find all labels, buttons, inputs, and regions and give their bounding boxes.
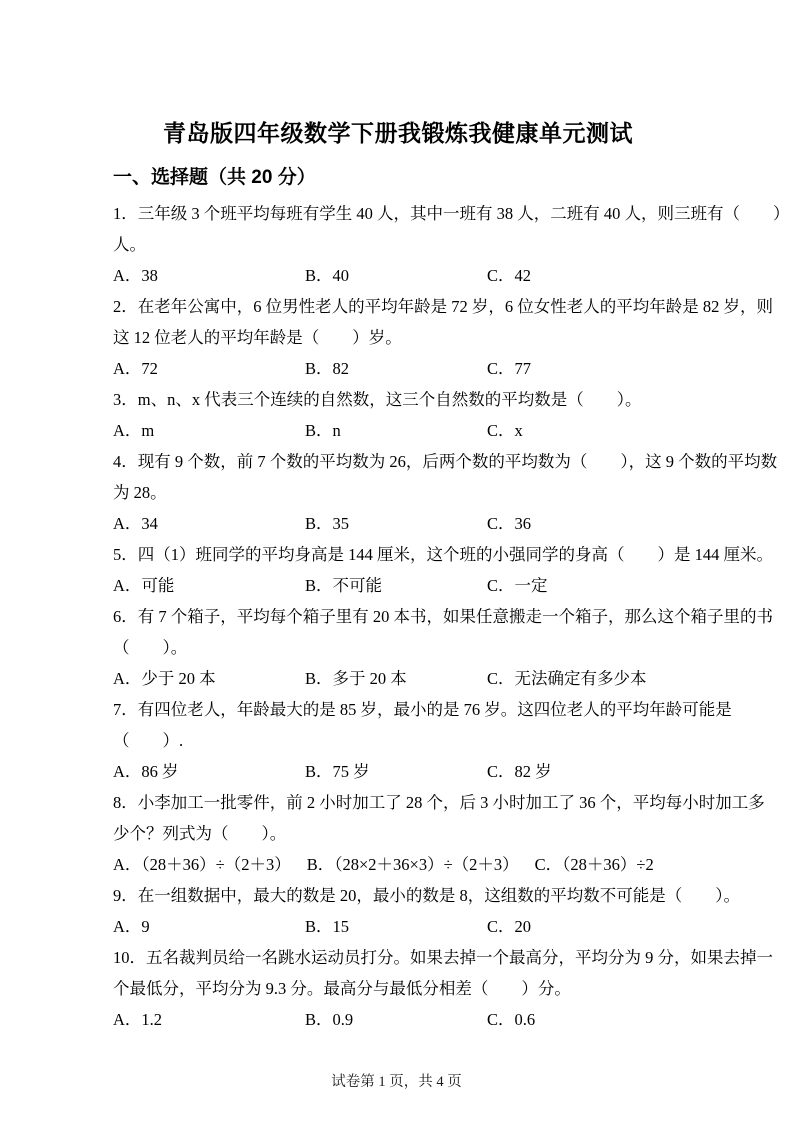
option-c: C．一定 (487, 576, 548, 595)
option-a: A．（28＋36）÷（2＋3） (113, 855, 291, 874)
option-b: B．75 岁 (305, 762, 370, 781)
option-c: C．42 (487, 266, 532, 285)
question-text-line: 少个？列式为（ ）。 (113, 824, 287, 843)
section-heading-choice: 一、选择题（共 20 分） (113, 167, 316, 188)
option-a: A．m (113, 421, 155, 440)
page-content (113, 116, 790, 1035)
options-row (113, 260, 683, 291)
option-c: C．无法确定有多少本 (487, 669, 647, 688)
options-row (113, 911, 683, 942)
option-b: B．0.9 (305, 1010, 354, 1029)
question-text-line: 个最低分，平均分为 9.3 分。最高分与最低分相差（ ）分。 (113, 979, 571, 998)
question-text-line: 3．m、n、x 代表三个连续的自然数，这三个自然数的平均数是（ ）。 (113, 390, 642, 409)
option-b: B．15 (305, 917, 350, 936)
option-c: C．77 (487, 359, 532, 378)
question-text-line: 4．现有 9 个数，前 7 个数的平均数为 26，后两个数的平均数为（ ），这 9 个数的平均数 (113, 452, 778, 471)
question-4 (113, 446, 778, 539)
option-c: C．x (487, 421, 523, 440)
question-text-line: 5．四（1）班同学的平均身高是 144 厘米，这个班的小强同学的身高（ ）是 144 厘米。 (113, 545, 773, 564)
option-c: C．（28＋36）÷2 (534, 855, 654, 874)
question-text-line: 6．有 7 个箱子，平均每个箱子里有 20 本书，如果任意搬走一个箱子，那么这个箱子里的书 (113, 607, 773, 626)
question-text-line: 10．五名裁判员给一名跳水运动员打分。如果去掉一个最高分，平均分为 9 分，如果去掉一 (113, 948, 773, 967)
options-row (113, 1004, 683, 1035)
question-text-line: 为 28。 (113, 483, 167, 502)
option-a: A．1.2 (113, 1010, 163, 1029)
question-7 (113, 694, 732, 787)
option-c: C．82 岁 (487, 762, 552, 781)
question-8 (113, 787, 765, 880)
option-c: C．20 (487, 917, 532, 936)
options-row (113, 756, 683, 787)
question-text-line: 8．小李加工一批零件，前 2 小时加工了 28 个，后 3 小时加工了 36 个，平均每小时加工多 (113, 793, 765, 812)
page-footer: 试卷第 1 页，共 4 页 (331, 1074, 462, 1090)
question-9 (113, 880, 740, 942)
option-c: C．0.6 (487, 1010, 536, 1029)
option-b: B．（28×2＋36×3）÷（2＋3） (306, 855, 519, 874)
option-a: A．38 (113, 266, 158, 285)
options-row (113, 508, 683, 539)
option-b: B．n (305, 421, 341, 440)
question-6 (113, 601, 773, 694)
question-2 (113, 291, 773, 384)
option-a: A．少于 20 本 (113, 669, 216, 688)
option-b: B．不可能 (305, 576, 383, 595)
question-text-line: 人。 (113, 235, 146, 254)
question-1 (113, 198, 790, 291)
question-5 (113, 539, 773, 601)
options-row (113, 663, 683, 694)
option-a: A．72 (113, 359, 158, 378)
question-list (113, 198, 790, 1035)
option-a: A．可能 (113, 576, 175, 595)
option-a: A．34 (113, 514, 158, 533)
option-a: A．86 岁 (113, 762, 179, 781)
question-text-line: （ ）。 (113, 638, 188, 657)
option-b: B．40 (305, 266, 350, 285)
option-c: C．36 (487, 514, 532, 533)
options-row (113, 849, 683, 880)
option-a: A．9 (113, 917, 150, 936)
option-b: B．多于 20 本 (305, 669, 407, 688)
question-10 (113, 942, 773, 1035)
question-text-line: 7．有四位老人，年龄最大的是 85 岁，最小的是 76 岁。这四位老人的平均年龄可能是 (113, 700, 732, 719)
page-title: 青岛版四年级数学下册我锻炼我健康单元测试 (163, 120, 633, 146)
question-text-line: 9．在一组数据中，最大的数是 20，最小的数是 8，这组数的平均数不可能是（ ）。 (113, 886, 740, 905)
option-b: B．35 (305, 514, 350, 533)
question-3 (113, 384, 683, 446)
options-row (113, 353, 683, 384)
question-text-line: 这 12 位老人的平均年龄是（ ）岁。 (113, 328, 402, 347)
options-row (113, 570, 683, 601)
option-b: B．82 (305, 359, 350, 378)
question-text-line: 2．在老年公寓中，6 位男性老人的平均年龄是 72 岁，6 位女性老人的平均年龄是 82 岁，则 (113, 297, 773, 316)
options-row (113, 415, 683, 446)
question-text-line: （ ）. (113, 731, 184, 750)
question-text-line: 1．三年级 3 个班平均每班有学生 40 人，其中一班有 38 人，二班有 40 人，则三班有（ ） (113, 204, 790, 223)
